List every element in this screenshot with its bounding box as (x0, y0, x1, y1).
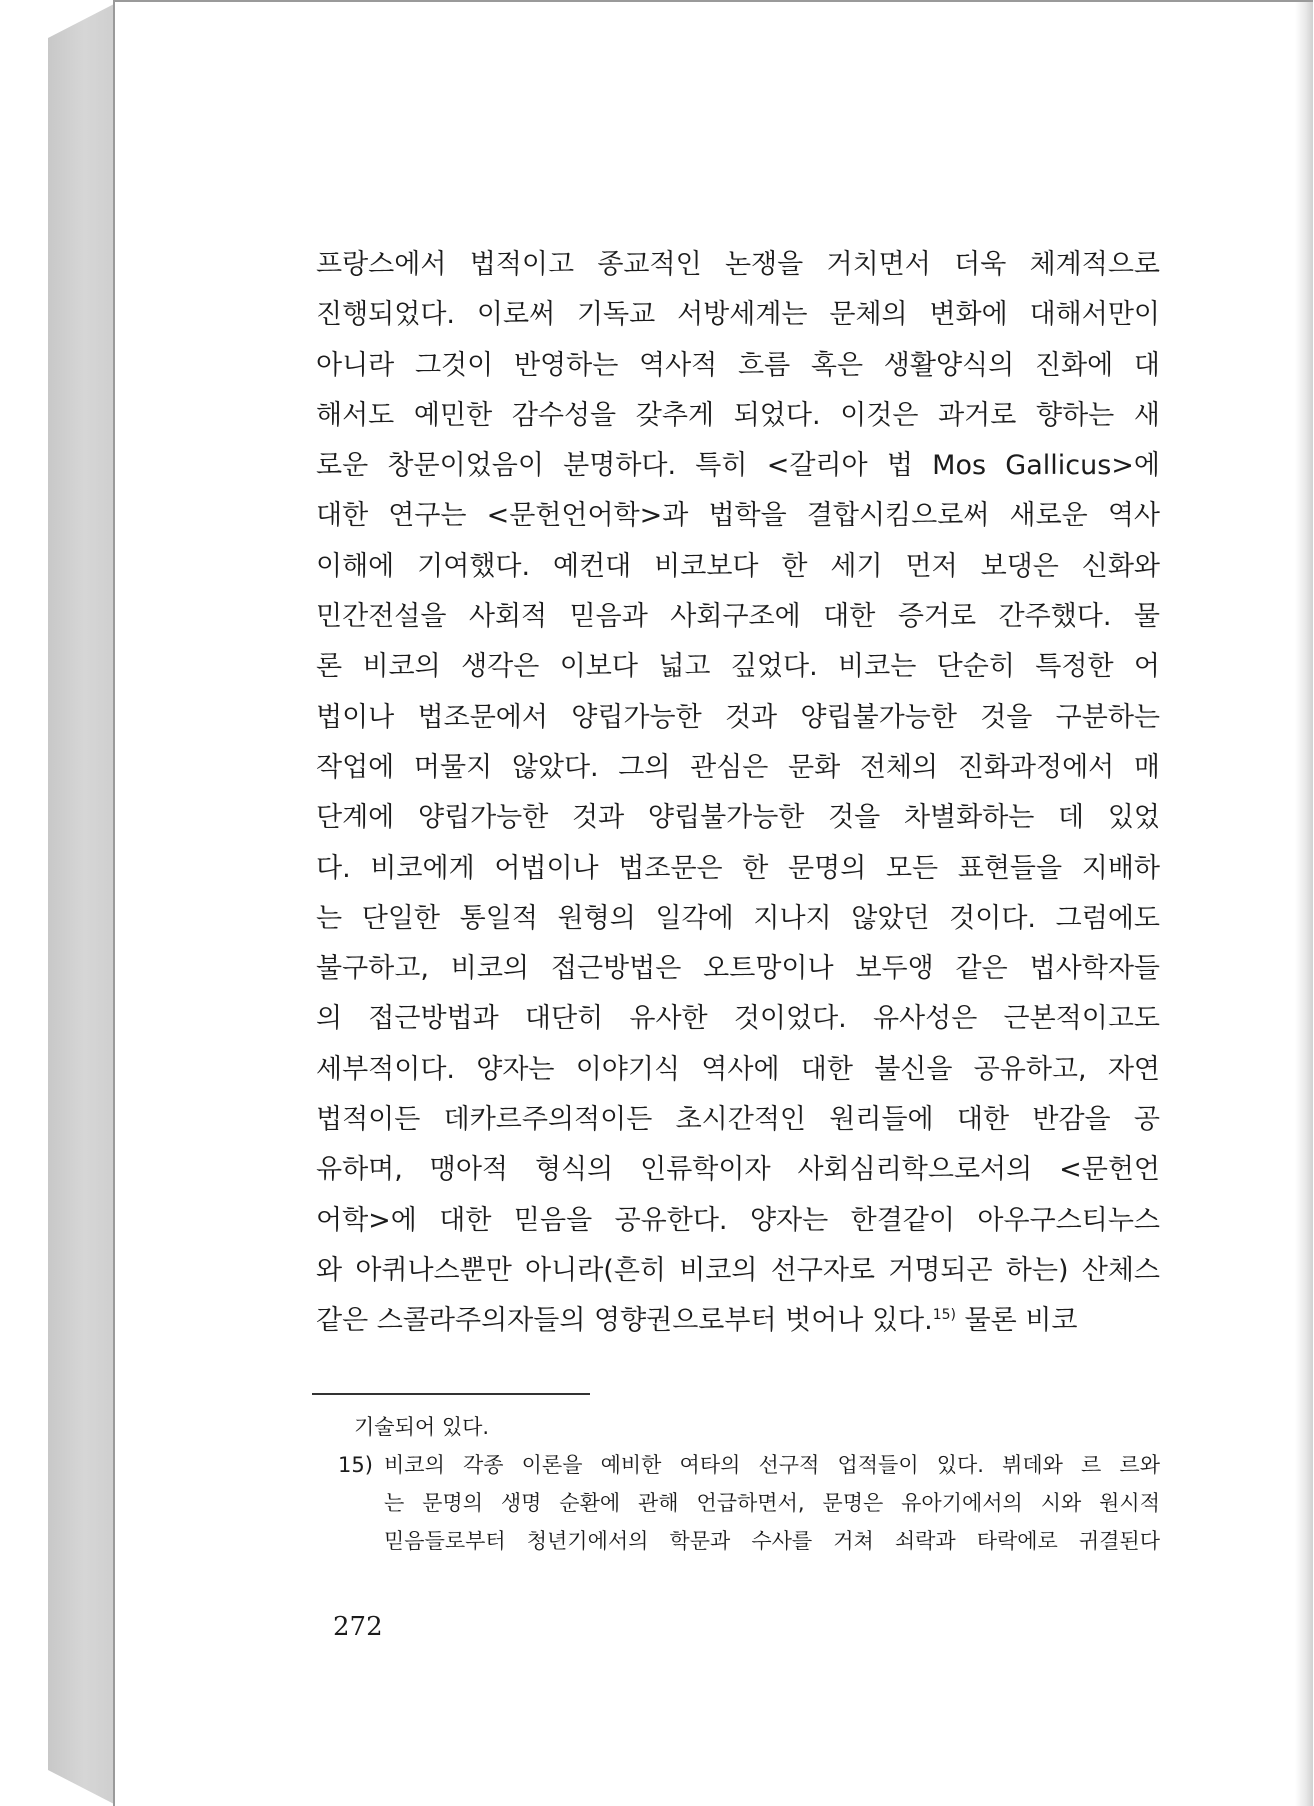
body-line: 로운 창문이었음이 분명하다. 특히 <갈리아 법 Mos Gallicus>에 (316, 450, 1160, 482)
body-line: 해서도 예민한 감수성을 갖추게 되었다. 이것은 과거로 향하는 새 (316, 399, 1160, 431)
body-text (316, 240, 1160, 1347)
footnote-15-text (340, 1446, 1160, 1560)
body-line: 는 단일한 통일적 원형의 일각에 지나지 않았던 것이다. 그럼에도 (316, 902, 1160, 934)
footnote-divider (312, 1393, 590, 1395)
body-line: 진행되었다. 이로써 기독교 서방세계는 문체의 변화에 대해서만이 (316, 299, 1160, 331)
body-line: 단계에 양립가능한 것과 양립불가능한 것을 차별화하는 데 있었 (316, 802, 1160, 834)
footnote-line: 믿음들로부터 청년기에서의 학문과 수사를 거쳐 쇠락과 타락에로 귀결된다 (384, 1529, 1160, 1553)
footnotes (340, 1408, 1160, 1560)
body-line: 다. 비코에게 어법이나 법조문은 한 문명의 모든 표현들을 지배하 (316, 852, 1160, 884)
footnote-reference-15[interactable]: 15) (932, 1307, 956, 1324)
footnote-line: 비코의 각종 이론을 예비한 여타의 선구적 업적들이 있다. 뷔데와 르 르와 (384, 1453, 1160, 1477)
book-spine (48, 4, 114, 1804)
body-line-text: 같은 스콜라주의자들의 영향권으로부터 벗어나 있다. (316, 1305, 933, 1337)
body-line: 세부적이다. 양자는 이야기식 역사에 대한 불신을 공유하고, 자연 (316, 1053, 1160, 1085)
body-line: 대한 연구는 <문헌언어학>과 법학을 결합시킴으로써 새로운 역사 (316, 500, 1160, 532)
body-line-text: 물론 비코 (956, 1305, 1078, 1337)
body-line: 이해에 기여했다. 예컨대 비코보다 한 세기 먼저 보댕은 신화와 (316, 550, 1160, 582)
page-number: 272 (333, 1612, 383, 1642)
footnote-15 (340, 1446, 1160, 1560)
body-line: 와 아퀴나스뿐만 아니라(흔히 비코의 선구자로 거명되곤 하는) 산체스 (316, 1254, 1160, 1286)
body-line: 프랑스에서 법적이고 종교적인 논쟁을 거치면서 더욱 체계적으로 (316, 249, 1160, 280)
body-line (316, 1296, 1160, 1346)
body-line: 법이나 법조문에서 양립가능한 것과 양립불가능한 것을 구분하는 (316, 701, 1160, 733)
body-line: 불구하고, 비코의 접근방법은 오트망이나 보두앵 같은 법사학자들 (316, 953, 1160, 985)
footnote-line: 는 문명의 생명 순환에 관해 언급하면서, 문명은 유아기에서의 시와 원시적 (384, 1491, 1160, 1515)
page-edge-shadow (1295, 2, 1313, 1806)
body-line: 유하며, 맹아적 형식의 인류학이자 사회심리학으로서의 <문헌언 (316, 1154, 1160, 1186)
body-line: 작업에 머물지 않았다. 그의 관심은 문화 전체의 진화과정에서 매 (316, 751, 1160, 783)
body-line: 론 비코의 생각은 이보다 넓고 깊었다. 비코는 단순히 특정한 어 (316, 651, 1160, 683)
footnote-number: 15) (338, 1453, 373, 1477)
body-line: 의 접근방법과 대단히 유사한 것이었다. 유사성은 근본적이고도 (316, 1003, 1160, 1035)
body-line: 민간전설을 사회적 믿음과 사회구조에 대한 증거로 간주했다. 물 (316, 601, 1160, 633)
footnote-continuation: 기술되어 있다. (354, 1415, 490, 1439)
body-line: 아니라 그것이 반영하는 역사적 흐름 혹은 생활양식의 진화에 대 (316, 349, 1160, 381)
body-line: 어학>에 대한 믿음을 공유한다. 양자는 한결같이 아우구스티누스 (316, 1204, 1160, 1236)
body-line: 법적이든 데카르주의적이든 초시간적인 원리들에 대한 반감을 공 (316, 1104, 1160, 1136)
